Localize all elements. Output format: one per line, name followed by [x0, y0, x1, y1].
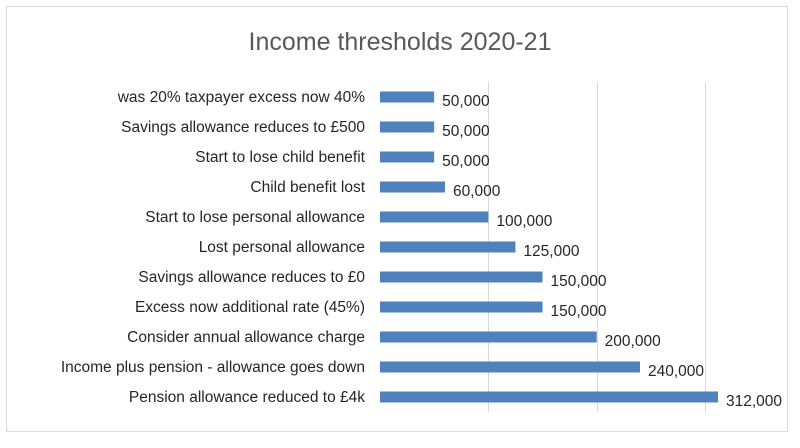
- category-label: Savings allowance reduces to £500: [121, 119, 365, 136]
- data-label: 60,000: [453, 183, 501, 200]
- data-label: 200,000: [604, 333, 661, 350]
- bar: [380, 272, 543, 283]
- data-label: 150,000: [550, 273, 607, 290]
- data-label: 50,000: [442, 123, 490, 140]
- bar: [380, 332, 597, 343]
- category-label: Savings allowance reduces to £0: [138, 269, 365, 286]
- bar: [380, 92, 434, 103]
- category-label: was 20% taxpayer excess now 40%: [117, 89, 365, 106]
- category-label: Income plus pension - allowance goes down: [60, 359, 365, 376]
- category-label: Child benefit lost: [250, 179, 365, 196]
- bar: [380, 302, 543, 313]
- data-label: 50,000: [442, 93, 490, 110]
- bar: [380, 182, 445, 193]
- category-label: Start to lose personal allowance: [145, 209, 365, 226]
- chart-title: Income thresholds 2020-21: [248, 28, 552, 56]
- data-label: 150,000: [550, 303, 607, 320]
- data-label: 125,000: [523, 243, 580, 260]
- bar: [380, 152, 434, 163]
- category-labels: [61, 89, 366, 406]
- category-label: Pension allowance reduced to £4k: [128, 389, 365, 406]
- bar: [380, 212, 488, 223]
- data-label: 240,000: [648, 363, 705, 380]
- data-label: 100,000: [496, 213, 553, 230]
- bar: [380, 122, 434, 133]
- bar: [380, 362, 640, 373]
- category-label: Consider annual allowance charge: [127, 329, 365, 346]
- bar: [380, 242, 515, 253]
- category-label: Start to lose child benefit: [195, 149, 365, 166]
- category-label: Lost personal allowance: [198, 239, 365, 256]
- bar: [380, 392, 718, 403]
- data-label: 50,000: [442, 153, 490, 170]
- category-label: Excess now additional rate (45%): [134, 299, 365, 316]
- data-label: 312,000: [726, 393, 783, 410]
